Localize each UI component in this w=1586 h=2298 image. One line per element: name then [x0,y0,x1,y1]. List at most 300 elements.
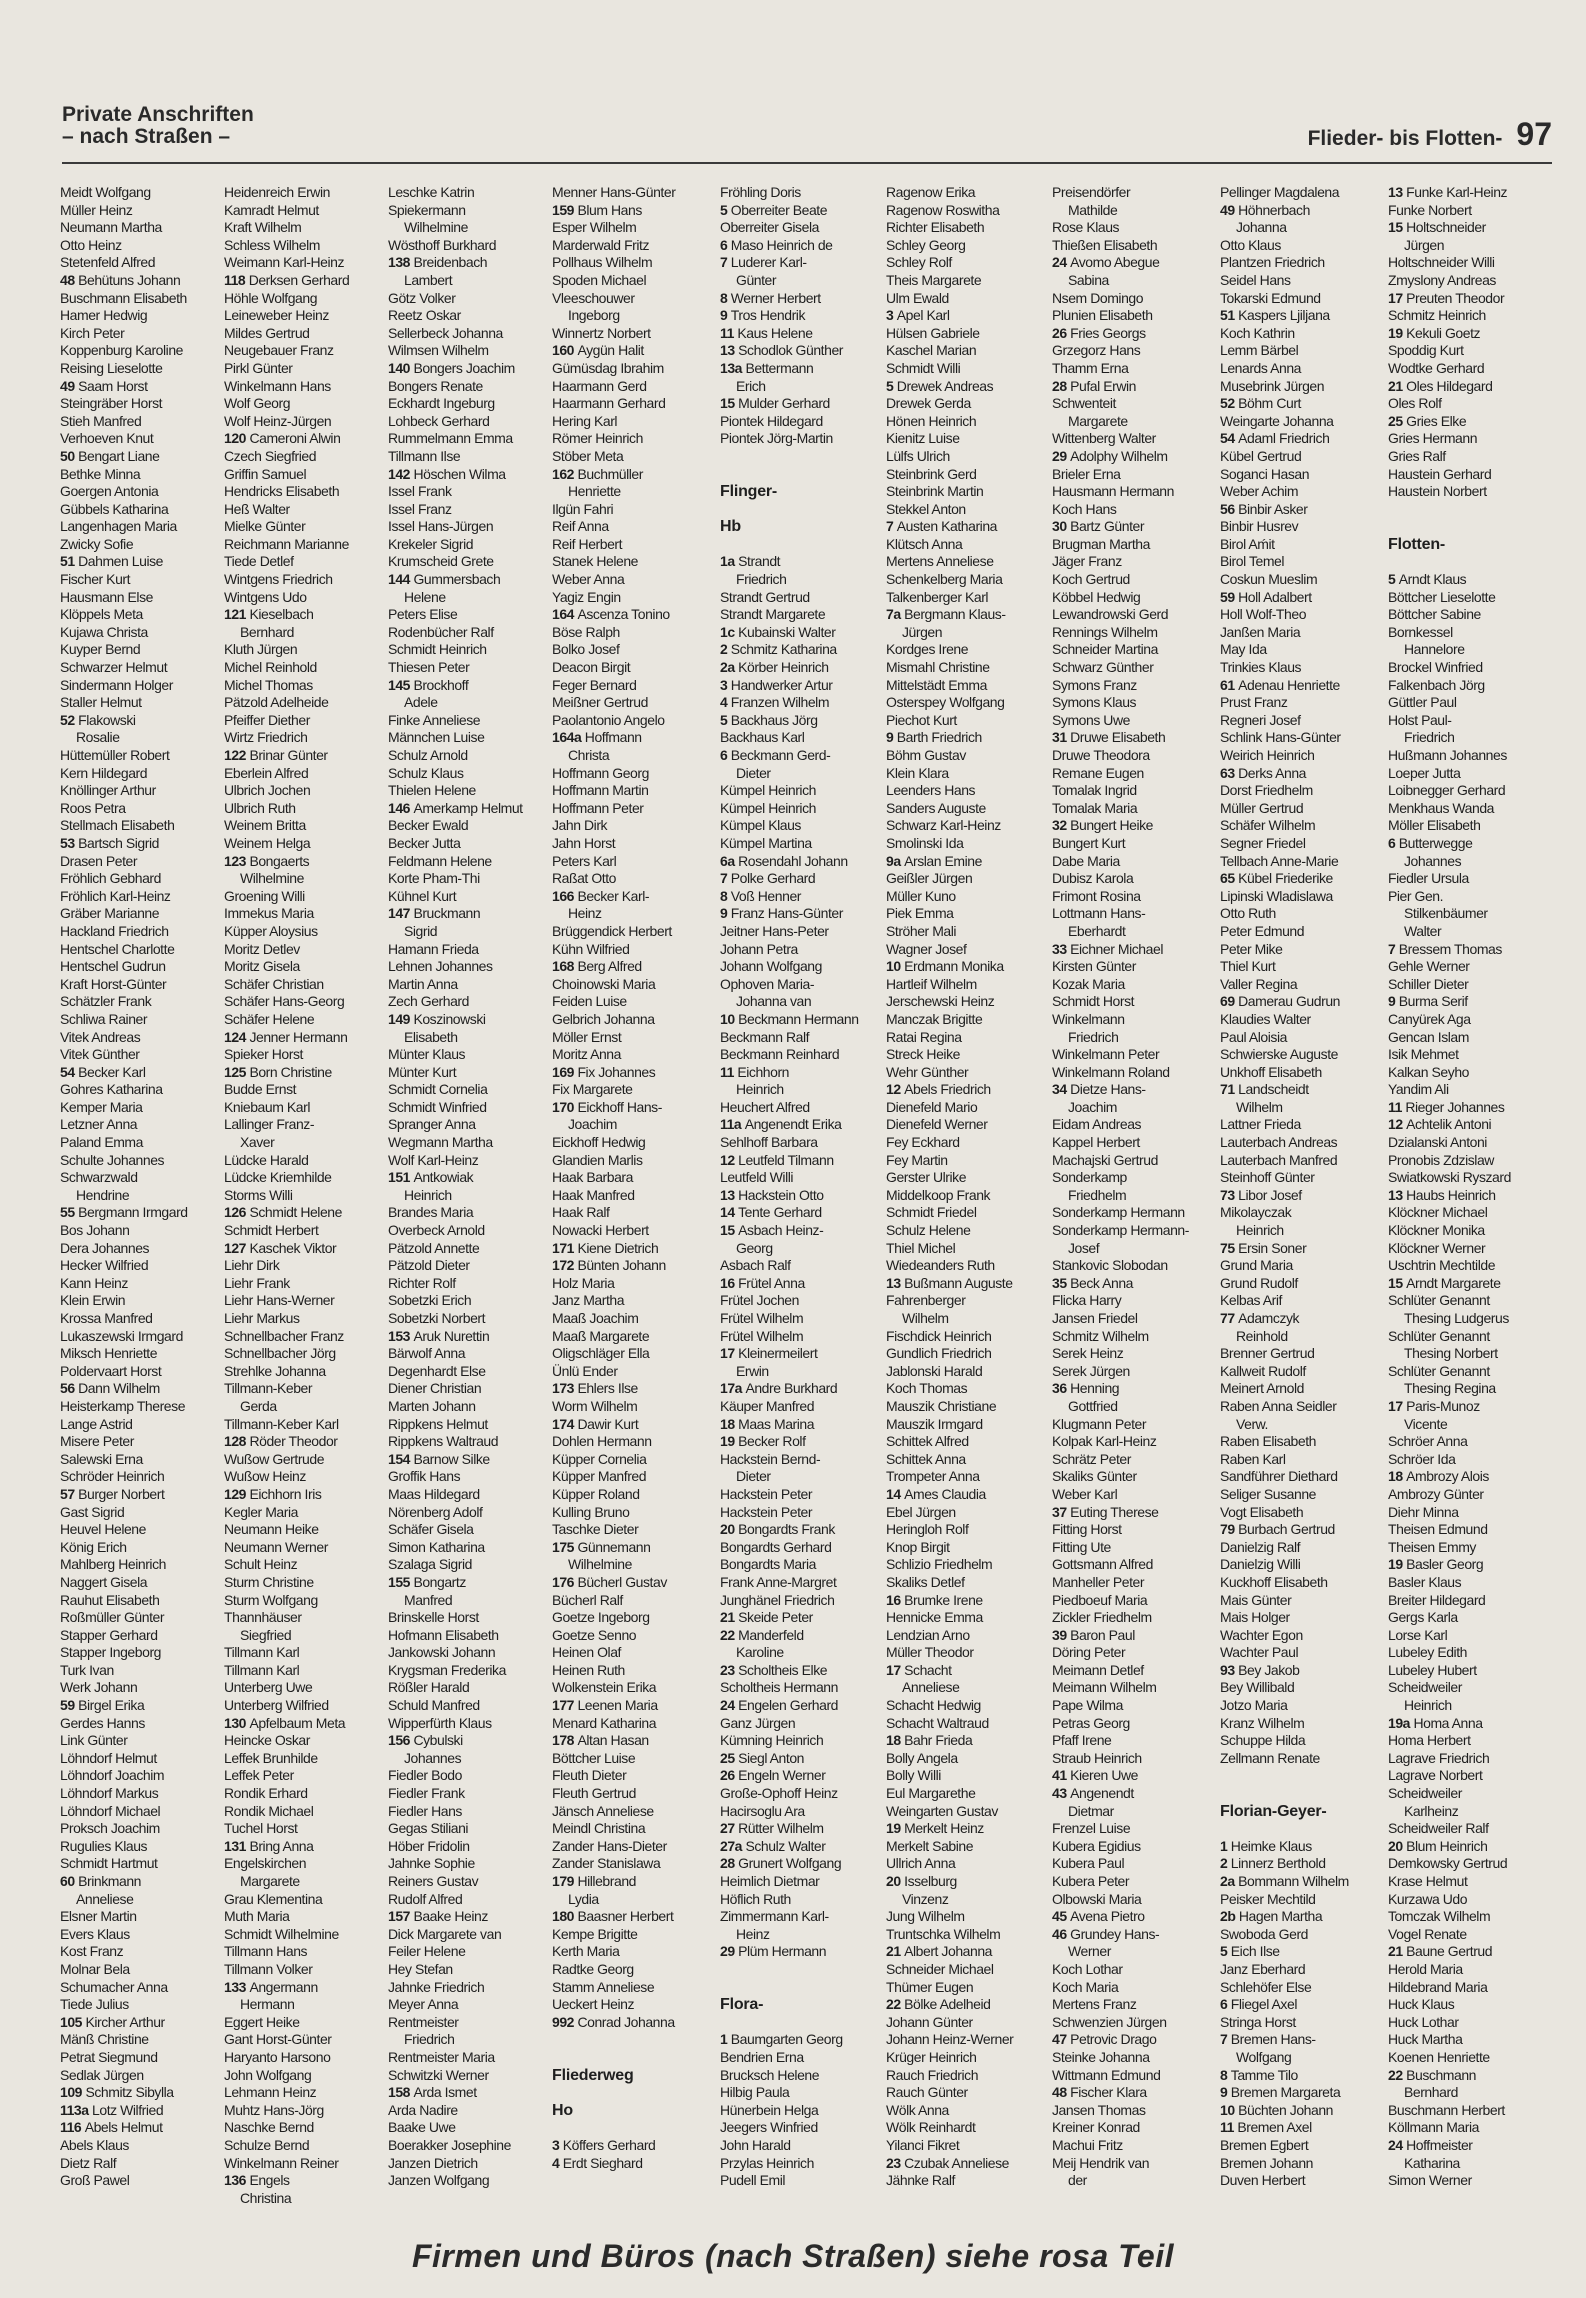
resident-entry: Schacht Waltraud [886,1714,989,1731]
resident-entry [720,677,882,695]
house-number: 11 [1388,1098,1406,1115]
resident-entry: Schuppe Hilda [1220,1732,1306,1749]
resident-entry [552,1873,714,1891]
resident-name: Eichhorn [737,1063,789,1080]
house-number: 13a [720,359,746,376]
house-number: 21 [1388,377,1407,394]
resident-entry [224,1838,386,1856]
resident-entry [1220,765,1382,783]
resident-entry: Steingräber Horst [60,395,163,412]
house-number: 131 [224,1837,250,1854]
resident-entry: Brandes Maria [388,1204,474,1221]
resident-name: Lotz Wilfried [92,2101,164,2118]
resident-entry [886,853,1048,871]
resident-entry [1052,254,1214,272]
resident-entry [1052,2084,1214,2102]
resident-entry: Piedboeuf Maria [1052,1591,1148,1608]
resident-entry: Sedlak Jürgen [60,2066,144,2083]
resident-entry: Heuvel Helene [60,1521,146,1538]
resident-entry [224,1979,386,1997]
resident-entry: Heinen Ruth [552,1661,625,1678]
resident-name: Böhm Curt [1238,395,1301,412]
resident-entry: Raben Anna Seidler [1220,1397,1337,1414]
house-number: 18 [720,1415,739,1432]
resident-name: Fix Johannes [577,1063,656,1080]
resident-entry: Manheller Peter [1052,1573,1145,1590]
resident-entry [886,1996,1048,2014]
column-3 [388,184,550,2206]
resident-name: Frütel Anna [738,1274,805,1291]
resident-entry: Link Günter [60,1732,128,1749]
resident-entry [1220,1943,1382,1961]
resident-entry [1220,1855,1382,1873]
entry-continuation: Joachim [568,1116,617,1133]
resident-entry [1220,1240,1382,1258]
resident-entry [388,571,550,589]
resident-entry: Olbowski Maria [1052,1890,1142,1907]
resident-entry: Goergen Antonia [60,483,159,500]
house-number: 2a [1220,1873,1239,1889]
house-number: 116 [60,2119,85,2136]
resident-entry: Sobetzki Erich [388,1292,472,1309]
resident-entry: Coskun Mueslim [1220,571,1318,588]
resident-entry: Ünlü Ender [552,1362,618,1379]
resident-entry: Tomczak Wilhelm [1388,1908,1491,1925]
resident-name: Maso Heinrich de [730,236,833,253]
resident-name: Kekuli Goetz [1406,324,1481,341]
resident-name: Ersin Soner [1238,1239,1307,1256]
resident-name: Bremen Hans- [1230,2031,1316,2048]
resident-entry: Tillmann-Keber [224,1380,313,1397]
resident-entry: Dera Johannes [60,1239,150,1256]
resident-entry [1388,1838,1550,1856]
resident-entry: Szalaga Sigrid [388,1556,472,1573]
resident-entry: Gundlich Friedrich [886,1345,992,1362]
house-number: 56 [1220,500,1239,517]
resident-entry: Sonderkamp [1052,1169,1127,1186]
resident-entry: Middelkoop Frank [886,1186,991,1203]
resident-name: Abels Friedrich [904,1081,991,1098]
resident-entry: Schenkelberg Maria [886,571,1003,588]
resident-entry: Raben Elisabeth [1220,1433,1316,1450]
resident-entry: Janzen Wolfgang [388,2172,490,2189]
house-number: 73 [1220,1186,1239,1203]
resident-entry [224,1029,386,1047]
resident-entry: Kost Franz [60,1943,124,1960]
street-heading: Flotten- [1388,535,1446,553]
resident-name: Koszinowski [413,1010,486,1027]
resident-entry: Winkelmann Hans [224,377,331,394]
house-number: 33 [1052,940,1071,957]
resident-entry: Fröhling Doris [720,184,801,200]
entry-continuation: Dieter [736,1468,771,1485]
resident-entry: Lewandrowski Gerd [1052,606,1169,623]
resident-entry [886,1592,1048,1610]
resident-entry: Feiler Helene [388,1943,466,1960]
resident-name: Leenen Maria [577,1697,658,1714]
entry-continuation: Karoline [736,1644,784,1661]
house-number: 8 [1220,2066,1231,2083]
resident-entry [60,272,222,290]
resident-name: Druwe Elisabeth [1070,729,1166,746]
house-number: 18 [886,1732,905,1749]
house-number: 47 [1052,2031,1071,2048]
entry-continuation: Friedrich [1068,1028,1119,1045]
resident-entry: Lendzian Arno [886,1626,970,1643]
resident-entry: Valler Regina [1220,975,1298,992]
house-number: 128 [224,1433,250,1450]
resident-entry: Regneri Josef [1220,711,1301,728]
resident-entry [1220,1081,1382,1099]
resident-name: Buschmann [1406,2066,1477,2083]
resident-entry: Fleuth Dieter [552,1767,627,1784]
resident-entry: Lohbeck Gerhard [388,412,490,429]
house-number: 23 [886,2154,905,2171]
resident-entry: Kuyper Bernd [60,641,141,658]
entry-continuation: Johanna van [736,993,812,1010]
house-number: 22 [886,1996,905,2013]
house-number: 31 [1052,729,1071,746]
resident-name: Beck Anna [1070,1274,1134,1291]
house-number: 7a [886,606,905,623]
resident-entry: Fischdick Heinrich [886,1327,992,1344]
resident-entry: Marderwald Fritz [552,236,650,253]
house-number: 6 [1220,1996,1231,2013]
resident-entry: Kirch Peter [60,324,125,341]
house-number: 174 [552,1415,578,1432]
resident-name: Kiene Dietrich [577,1239,659,1256]
resident-entry: Heimlich Dietmar [720,1873,820,1889]
resident-entry: Skaliks Detlef [886,1573,965,1590]
resident-entry: Tillmann Volker [224,1960,313,1977]
resident-entry: Geißler Jürgen [886,870,973,887]
resident-entry: Pier Gen. [1388,887,1444,904]
resident-entry: Baake Uwe [388,2119,456,2136]
resident-entry: Frütel Wilhelm [720,1327,804,1344]
resident-entry: Männchen Luise [388,729,485,746]
resident-name: Engeln Werner [738,1767,826,1784]
resident-entry: Isik Mehmet [1388,1046,1459,1063]
resident-entry: Schmidt Horst [1052,993,1135,1010]
resident-entry: Münter Kurt [388,1063,457,1080]
resident-entry: Kniebaum Karl [224,1098,310,1115]
resident-entry: Güttler Paul [1388,694,1457,711]
resident-entry: Menkhaus Wanda [1388,799,1495,816]
resident-entry: Kempe Brigitte [552,1925,638,1942]
house-number: 124 [224,1028,250,1045]
resident-entry: Kreiner Konrad [1052,2119,1140,2136]
house-number: 20 [886,1873,905,1889]
house-number: 5 [720,201,731,218]
resident-name: Landscheidt [1238,1081,1309,1098]
resident-entry [60,1064,222,1082]
resident-entry: Steinhoff Günter [1220,1169,1315,1186]
resident-entry: Kühn Wilfried [552,940,630,957]
entry-continuation: Wilhelmine [568,1556,632,1573]
resident-entry [1388,1116,1550,1134]
resident-entry: Schittek Anna [886,1450,966,1467]
entry-continuation: Erich [736,377,766,394]
entry-continuation: Vicente [1404,1415,1448,1432]
resident-entry [1388,1275,1550,1293]
resident-entry: Böttcher Sabine [1388,606,1481,623]
resident-name: Büchten Johann [1238,2101,1334,2118]
resident-entry [552,1697,714,1715]
resident-entry: Wittenberg Walter [1052,430,1156,447]
resident-entry: Brenner Gertrud [1220,1345,1315,1362]
resident-name: Hackstein Otto [738,1186,824,1203]
resident-entry: Eberlein Alfred [224,764,309,781]
resident-entry [886,729,1048,747]
house-number: 25 [1388,412,1407,429]
resident-name: Beckmann Gerd- [730,747,831,763]
resident-entry [1052,1908,1214,1926]
resident-entry: Pfeiffer Diether [224,711,310,728]
resident-entry: Mertens Anneliese [886,553,994,570]
resident-entry: Brucksch Helene [720,2066,820,2083]
house-number: 140 [388,359,414,376]
entry-continuation: Günter [736,271,777,288]
resident-entry: Schmidt Willi [886,359,961,376]
resident-name: Asbach Heinz- [738,1222,824,1239]
house-number: 41 [1052,1767,1071,1784]
resident-name: Dann Wilhelm [78,1380,160,1397]
resident-entry: Reiners Gustav [388,1873,479,1889]
resident-entry: Weinem Helga [224,834,311,851]
resident-entry: Issel Hans-Jürgen [388,518,494,535]
house-number: 17 [1388,1397,1407,1414]
resident-entry: Huck Lothar [1388,2013,1459,2030]
resident-entry: Schlüter Genannt [1388,1327,1490,1344]
resident-name: Avomo Abegue [1070,254,1160,271]
resident-name: Isselburg [904,1873,957,1889]
resident-entry [60,1380,222,1398]
resident-entry: Mikolayczak [1220,1204,1292,1221]
resident-entry: Roßmüller Günter [60,1609,165,1626]
resident-entry [1220,2067,1382,2085]
resident-entry: Winnertz Norbert [552,324,651,341]
resident-entry: Pfaff Irene [1052,1732,1112,1749]
house-number: 54 [60,1063,79,1080]
resident-name: Heimke Klaus [1230,1837,1312,1854]
entry-continuation: Adele [404,694,438,711]
resident-entry: Preisendörfer [1052,184,1131,200]
resident-entry: Sindermann Holger [60,676,173,693]
resident-entry: Heincke Oskar [224,1732,310,1749]
house-number: 13 [1388,184,1407,200]
resident-entry: Schwitzki Werner [388,2066,489,2083]
resident-entry [720,641,882,659]
resident-entry: Gohres Katharina [60,1081,163,1098]
resident-entry: Jotzo Maria [1220,1697,1288,1714]
entry-continuation: Heinz [736,1925,770,1942]
resident-entry: Wittmann Edmund [1052,2066,1161,2083]
blank-line [1388,518,1550,536]
house-number: 17a [720,1380,746,1397]
resident-entry: Drasen Peter [60,852,138,869]
resident-name: Schmitz Sibylla [85,2084,174,2101]
resident-entry: Stamm Anneliese [552,1978,655,1995]
resident-name: Schodlok Günther [738,342,843,359]
resident-entry: Stankovic Slobodan [1052,1257,1168,1274]
entry-continuation: Friedrich [404,2031,455,2048]
resident-entry: Hausmann Else [60,588,153,605]
resident-entry: Issel Frank [388,483,452,500]
resident-name: Hoffmann [584,729,642,746]
resident-entry: Gast Sigrid [60,1503,125,1520]
resident-name: Eickhoff Hans- [577,1098,662,1115]
resident-entry [1220,993,1382,1011]
resident-entry: Eckhardt Ingeburg [388,395,495,412]
resident-entry: Sturm Christine [224,1573,314,1590]
resident-name: Binbir Asker [1238,500,1308,517]
house-number: 118 [224,271,249,288]
resident-name: Derksen Gerhard [248,271,350,288]
resident-entry: Raßat Otto [552,870,616,887]
resident-entry: Hey Stefan [388,1960,453,1977]
house-number: 52 [1220,395,1239,412]
house-number: 156 [388,1732,414,1749]
resident-entry: Koch Kathrin [1220,324,1295,341]
resident-entry: Rippkens Waltraud [388,1433,499,1450]
resident-entry [60,378,222,396]
resident-entry: Lubeley Hubert [1388,1661,1477,1678]
street-heading: Flora- [720,1996,764,2014]
entry-continuation: Jürgen [1404,236,1445,253]
resident-name: Maas Marina [738,1415,815,1432]
resident-entry: Tillmann Ilse [388,447,461,464]
street-range-title: Flieder- bis Flotten- [1307,127,1503,150]
resident-entry [1220,2119,1382,2137]
resident-entry: Fey Martin [886,1151,948,1168]
resident-entry: Langenhagen Maria [60,518,177,535]
resident-entry: Kappel Herbert [1052,1134,1140,1151]
resident-entry: Goetze Ingeborg [552,1609,650,1626]
house-number: 1 [1220,1837,1231,1854]
resident-entry [1220,2031,1382,2049]
resident-name: Manderfeld [738,1626,804,1643]
resident-entry: Mahlberg Heinrich [60,1556,166,1573]
resident-entry: Spoddig Kurt [1388,342,1464,359]
resident-entry [224,747,386,765]
resident-entry: Heringloh Rolf [886,1521,969,1538]
resident-entry: Lagrave Norbert [1388,1767,1483,1784]
resident-entry: Hackstein Peter [720,1503,813,1520]
resident-entry: Rippkens Helmut [388,1415,488,1432]
resident-entry: Fiedler Hans [388,1802,462,1819]
resident-entry: Kubera Egidius [1052,1837,1141,1854]
resident-name: Kaschek Viktor [249,1239,337,1256]
resident-entry: Janzen Dietrich [388,2154,478,2171]
resident-entry: Klöckner Monika [1388,1222,1485,1239]
resident-entry: Fitting Ute [1052,1538,1111,1555]
resident-entry: Brugman Martha [1052,535,1150,552]
resident-entry: Müller Kuno [886,887,956,904]
resident-entry: Krüger Heinrich [886,2048,977,2065]
resident-entry: Groening Willi [224,887,305,904]
resident-entry: Tillmann Karl [224,1661,300,1678]
entry-continuation: Heinrich [404,1186,452,1203]
resident-name: Brumke Irene [904,1591,983,1608]
resident-entry: Bos Johann [60,1222,130,1239]
house-number: 138 [388,254,414,271]
resident-name: Baumgarten Georg [730,2031,843,2048]
house-number: 6 [720,747,731,763]
resident-entry [1220,589,1382,607]
resident-entry [60,553,222,571]
resident-name: Tros Hendrik [730,307,805,324]
house-number: 142 [388,465,414,482]
resident-entry: Schmitz Wilhelm [1052,1327,1149,1344]
resident-entry [886,958,1048,976]
house-number: 20 [720,1521,739,1538]
house-number: 45 [1052,1908,1071,1925]
resident-entry: Arda Nadire [388,2101,458,2118]
resident-entry [1388,290,1550,308]
resident-entry: Klein Erwin [60,1292,126,1309]
house-number: 6 [1388,834,1399,851]
house-number: 19 [1388,324,1407,341]
resident-entry: Krygsman Frederika [388,1661,506,1678]
resident-name: Angermann [249,1978,318,1995]
resident-entry [886,307,1048,325]
resident-entry: Gräber Marianne [60,905,160,922]
resident-entry: Liehr Frank [224,1274,290,1291]
house-number: 146 [388,799,414,816]
resident-entry: Sonderkamp Hermann [1052,1204,1185,1221]
resident-entry [1220,1521,1382,1539]
house-number: 50 [60,447,79,464]
resident-entry: Taschke Dieter [552,1521,639,1538]
resident-entry: Reif Anna [552,518,609,535]
resident-entry: Stetenfeld Alfred [60,254,156,271]
resident-entry: Bey Willibald [1220,1679,1295,1696]
resident-entry [1052,1380,1214,1398]
resident-entry [1052,325,1214,343]
resident-entry: Simon Katharina [388,1538,485,1555]
resident-entry: Engelskirchen [224,1855,307,1872]
resident-entry: Fiedler Ursula [1388,870,1469,887]
resident-name: Fischer Klara [1070,2084,1147,2101]
resident-entry [552,1574,714,1592]
resident-name: Eich Ilse [1230,1943,1280,1960]
resident-entry: Mertens Franz [1052,1996,1137,2013]
house-number: 71 [1220,1081,1239,1098]
resident-entry [1388,413,1550,431]
house-number: 164a [552,729,585,746]
resident-entry [720,1662,882,1680]
resident-entry [1220,501,1382,519]
house-number: 151 [388,1169,414,1186]
house-number: 9 [720,905,731,922]
resident-entry: Oligschläger Ella [552,1345,650,1362]
resident-entry: Götz Volker [388,289,456,306]
resident-entry: Przylas Heinrich [720,2154,814,2171]
resident-entry: Wintgens Udo [224,588,307,605]
resident-name: Werner Herbert [730,289,821,306]
resident-entry: Rugulies Klaus [60,1837,148,1854]
resident-entry [1052,448,1214,466]
resident-name: Albert Johanna [904,1943,993,1960]
house-number: 2 [720,641,731,658]
resident-entry: Budde Ernst [224,1081,297,1098]
resident-entry: Schulz Klaus [388,764,464,781]
resident-entry: Rentmeister Maria [388,2048,495,2065]
resident-name: Petrovic Drago [1070,2031,1157,2048]
resident-entry [388,2084,550,2102]
resident-entry: Bongardts Gerhard [720,1538,832,1555]
resident-entry: Spoden Michael [552,271,647,288]
